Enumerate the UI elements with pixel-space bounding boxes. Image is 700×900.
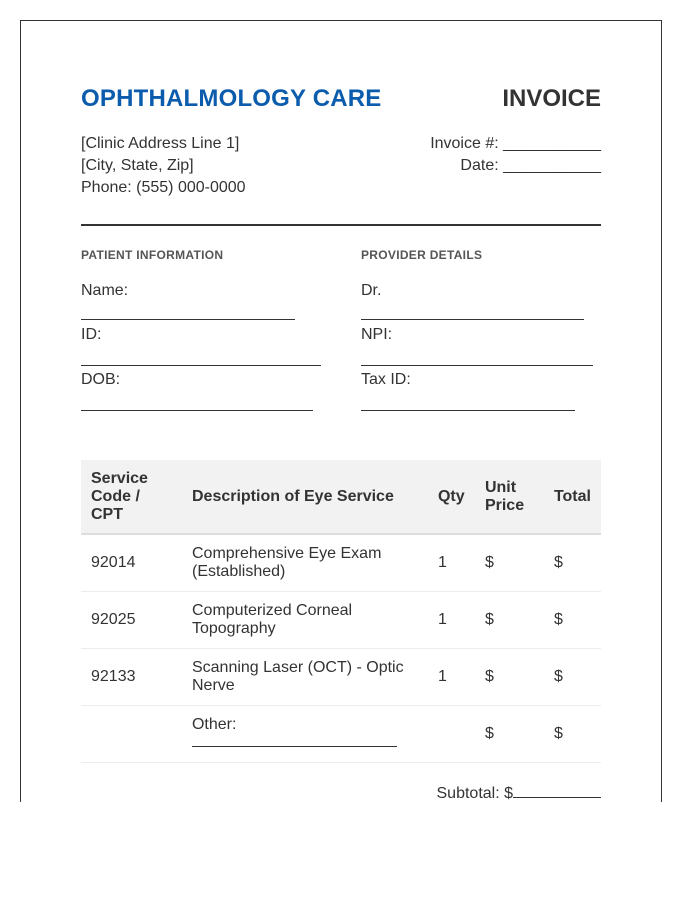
patient-info-heading: PATIENT INFORMATION bbox=[81, 248, 224, 262]
invoice-number-field[interactable]: Invoice #: ___________ bbox=[430, 135, 601, 152]
col-header-unit-line1: Unit bbox=[484, 478, 517, 496]
service-unit-price[interactable]: $ bbox=[475, 705, 544, 762]
service-unit-price[interactable]: $ bbox=[475, 534, 544, 591]
col-header-code-line2: Code / bbox=[91, 487, 140, 505]
provider-dr-blank[interactable] bbox=[361, 319, 584, 320]
patient-id-blank[interactable] bbox=[81, 365, 321, 366]
table-row bbox=[81, 648, 601, 705]
document-title: INVOICE bbox=[502, 85, 601, 112]
service-total[interactable]: $ bbox=[544, 648, 601, 705]
table-row bbox=[81, 534, 601, 591]
service-qty: 1 bbox=[428, 648, 475, 705]
col-header-code-line1: Service bbox=[91, 469, 148, 487]
service-total[interactable]: $ bbox=[544, 705, 601, 762]
invoice-page bbox=[20, 20, 662, 802]
col-header-unit-price bbox=[475, 460, 544, 534]
service-code: 92014 bbox=[81, 534, 182, 591]
clinic-address-block bbox=[81, 133, 246, 199]
header-divider bbox=[81, 224, 601, 226]
address-line-2: [City, State, Zip] bbox=[81, 157, 194, 174]
service-qty[interactable] bbox=[428, 705, 475, 762]
address-line-1: [Clinic Address Line 1] bbox=[81, 135, 240, 152]
invoice-date-field[interactable]: Date: ___________ bbox=[460, 157, 601, 174]
table-row bbox=[81, 705, 601, 762]
subtotal-label: Subtotal: $ bbox=[436, 785, 513, 802]
invoice-meta-block bbox=[430, 133, 601, 177]
patient-name-blank[interactable] bbox=[81, 319, 295, 320]
service-qty: 1 bbox=[428, 591, 475, 648]
col-header-code-line3: CPT bbox=[91, 505, 123, 523]
col-header-code bbox=[81, 460, 182, 534]
service-code: 92133 bbox=[81, 648, 182, 705]
provider-dr-label: Dr. bbox=[361, 282, 382, 299]
clinic-name: OPHTHALMOLOGY CARE bbox=[81, 85, 382, 112]
subtotal-blank[interactable] bbox=[513, 784, 601, 798]
provider-npi-blank[interactable] bbox=[361, 365, 593, 366]
provider-details-heading: PROVIDER DETAILS bbox=[361, 248, 483, 262]
other-description-blank[interactable] bbox=[192, 737, 397, 747]
patient-name-label: Name: bbox=[81, 282, 129, 299]
col-header-qty: Qty bbox=[428, 460, 475, 534]
col-header-unit-line2: Price bbox=[484, 496, 525, 514]
subtotal bbox=[437, 784, 602, 803]
service-total[interactable]: $ bbox=[544, 591, 601, 648]
service-code: 92025 bbox=[81, 591, 182, 648]
col-header-total: Total bbox=[544, 460, 601, 534]
provider-taxid-blank[interactable] bbox=[361, 410, 575, 411]
service-unit-price[interactable]: $ bbox=[475, 591, 544, 648]
services-table-header bbox=[81, 460, 601, 534]
provider-npi-label: NPI: bbox=[361, 326, 393, 343]
service-description: Scanning Laser (OCT) - Optic Nerve bbox=[182, 648, 428, 705]
patient-id-label: ID: bbox=[81, 326, 102, 343]
patient-dob-label: DOB: bbox=[81, 371, 121, 388]
other-label: Other: bbox=[191, 715, 237, 733]
clinic-phone: Phone: (555) 000-0000 bbox=[81, 179, 246, 196]
provider-taxid-label: Tax ID: bbox=[361, 371, 411, 388]
table-row bbox=[81, 591, 601, 648]
service-qty: 1 bbox=[428, 534, 475, 591]
services-table bbox=[81, 460, 601, 763]
col-header-description: Description of Eye Service bbox=[182, 460, 428, 534]
patient-dob-blank[interactable] bbox=[81, 410, 313, 411]
service-description: Computerized Corneal Topography bbox=[182, 591, 428, 648]
service-code[interactable] bbox=[81, 705, 182, 762]
service-description: Comprehensive Eye Exam (Established) bbox=[182, 534, 428, 591]
service-description-other[interactable] bbox=[182, 705, 428, 762]
service-unit-price[interactable]: $ bbox=[475, 648, 544, 705]
service-total[interactable]: $ bbox=[544, 534, 601, 591]
